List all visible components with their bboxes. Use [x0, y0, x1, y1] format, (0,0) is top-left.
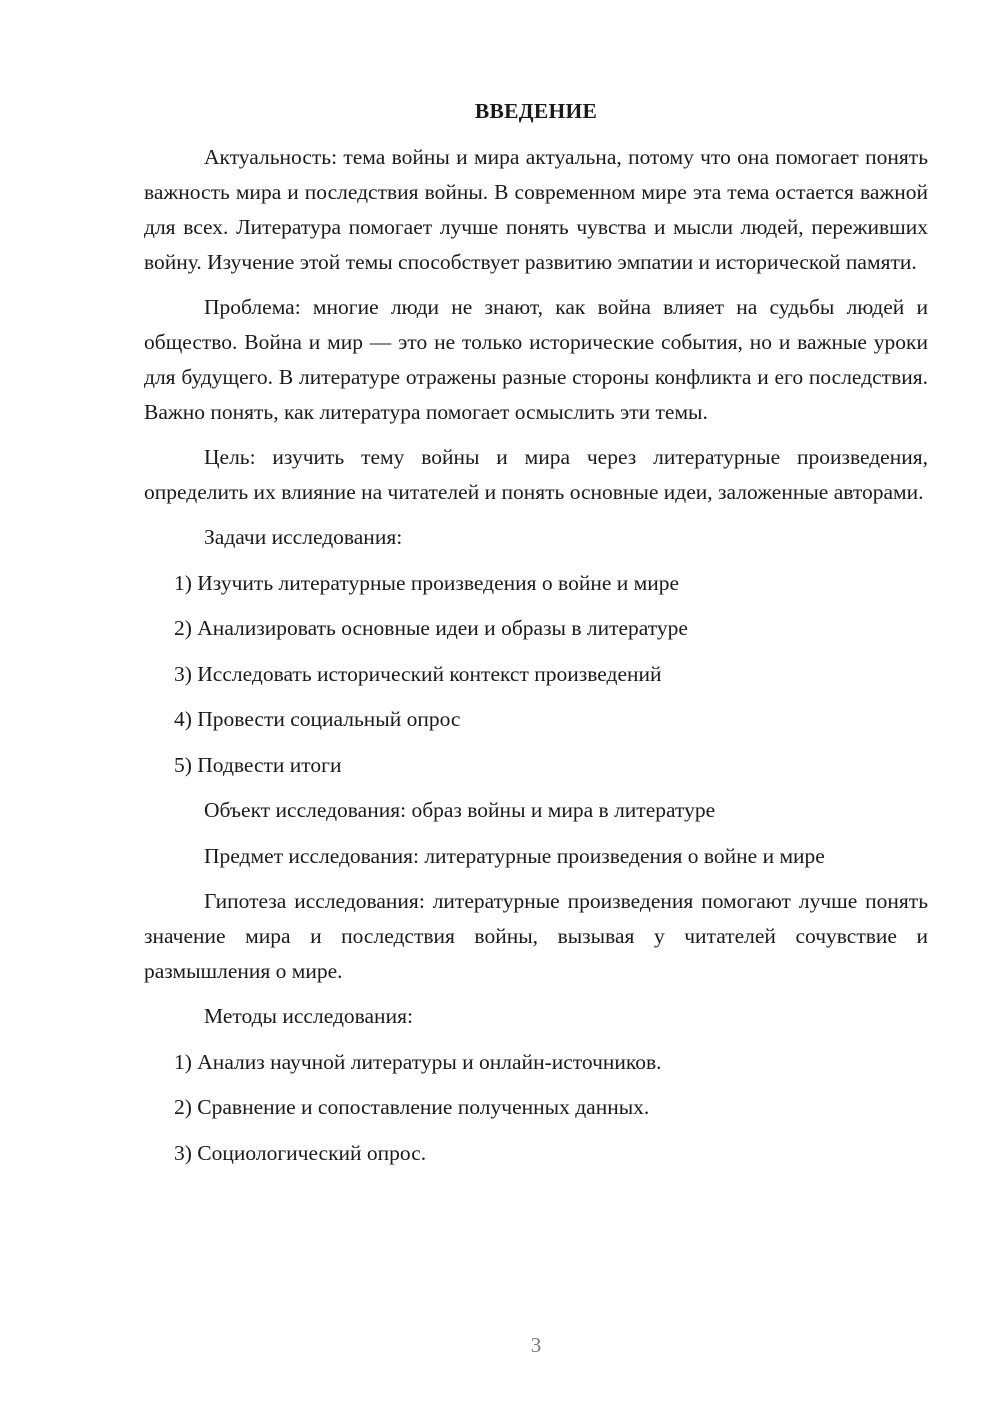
task-item-2: 2) Анализировать основные идеи и образы в литературе [174, 616, 688, 640]
task-item-5: 5) Подвести итоги [174, 752, 342, 777]
section-heading: ВВЕДЕНИЕ [474, 99, 598, 123]
relevance-paragraph: Актуальность: тема войны и мира актуальна, потому что она помогает понять важность мира и последствия войны. В современном мире эта тема остается важной для всех. Литература помогает лучше понять чувства и мысли людей, переживших войну. Изучение этой темы способствует развитию эмпатии и исторической памяти. [144, 145, 928, 274]
page-number: 3 [530, 1333, 542, 1357]
method-item-3: 3) Социологический опрос. [174, 1140, 427, 1165]
methods-label: Методы исследования: [204, 1004, 413, 1028]
task-item-3: 3) Исследовать исторический контекст произведений [174, 661, 662, 686]
problem-paragraph: Проблема: многие люди не знают, как война влияет на судьбы людей и общество. Война и мир — это не только исторические события, но и важные уроки для будущего. В литературе отражены разные стороны конфликта и его последствия. Важно понять, как литература помогает осмыслить эти темы. [144, 295, 928, 424]
tasks-label: Задачи исследования: [204, 525, 403, 549]
hypothesis-paragraph: Гипотеза исследования: литературные произведения помогают лучше понять значение мира и последствия войны, вызывая у читателей сочувствие и размышления о мире. [144, 889, 928, 983]
task-item-1: 1) Изучить литературные произведения о войне и мире [174, 570, 680, 595]
task-item-4: 4) Провести социальный опрос [174, 707, 461, 731]
goal-paragraph: Цель: изучить тему войны и мира через литературные произведения, определить их влияние на читателей и понять основные идеи, заложенные авторами. [144, 445, 928, 504]
method-item-2: 2) Сравнение и сопоставление полученных данных. [174, 1095, 650, 1119]
research-object: Объект исследования: образ войны и мира в литературе [204, 798, 716, 822]
method-item-1: 1) Анализ научной литературы и онлайн-источников. [174, 1049, 662, 1074]
document-body [144, 94, 928, 1181]
research-subject: Предмет исследования: литературные произведения о войне и мире [204, 843, 825, 868]
